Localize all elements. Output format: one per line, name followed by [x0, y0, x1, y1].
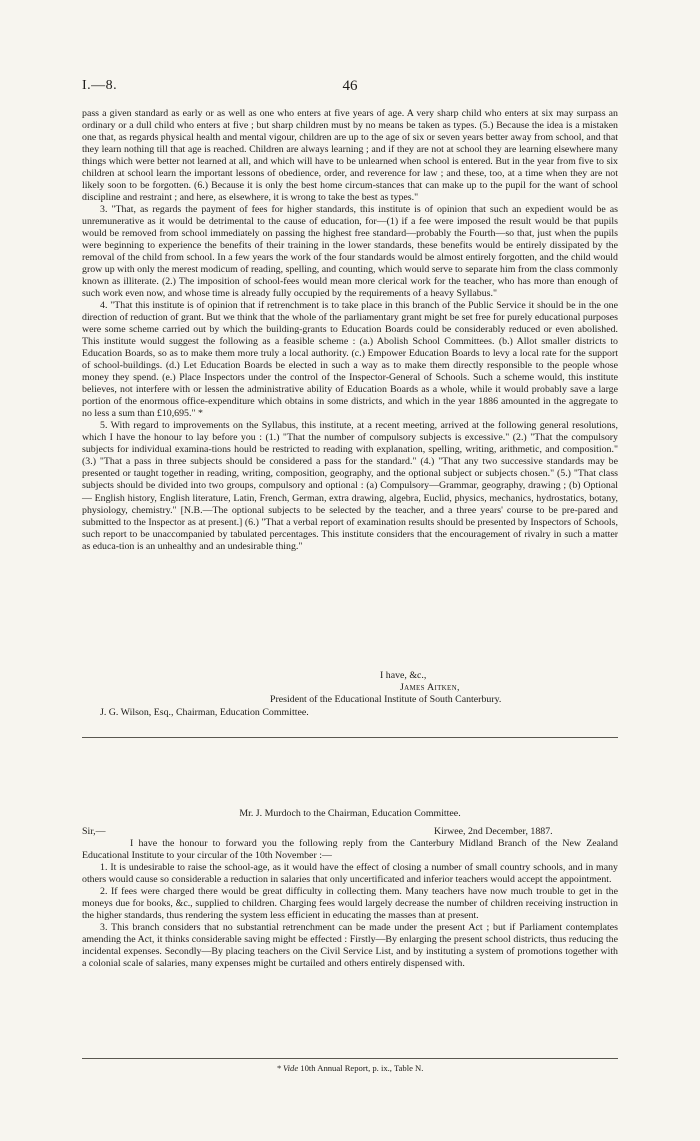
letter-one-paragraph-3: 3. "That, as regards the payment of fees for higher standards, this institute is of opinion that such an expedient would be as unremunerative as it would be detrimental to the cause of education, for—(1) if a fee were imposed the result would be that pupils would be removed from school immediately on passing the highest free standard—probably the Fourth—so that, just when the pupils were beginning to experience the benefits of their training in the lower standards, these benefits would be entirely dissipated by the removal of the child from school. In a few years the work of the four standards would be almost entirely forgotten, and the child would grow up with only the merest modicum of reading, spelling, and counting, which would serve to separate him from the class commonly known as illiterate. (2.) The imposition of school-fees would mean more clerical work for the teacher, who has more than enough of such work even now, and whose time is already fully occupied by the requirements of a heavy Syllabus." — [82, 204, 618, 300]
parliamentary-paper-reference: I.—8. — [82, 78, 118, 93]
closing-line: I have, &c., — [380, 670, 427, 681]
letter-two-heading: Mr. J. Murdoch to the Chairman, Education Committee. — [239, 808, 461, 819]
letter-two-point-2: 2. If fees were charged there would be great difficulty in collecting them. Many teachers have now much trouble to get in the moneys due for books, &c., supplied to children. Charging fees would largely decrease the number of children receiving instruction in the higher standards, thus rendering the system less efficient in educating the masses than at present. — [82, 886, 618, 922]
letter-two-point-3: 3. This branch considers that no substantial retrenchment can be made under the present Act ; but if Parliament contemplates amending the Act, it thinks considerable saving might be effected : Firstly—By enlarging the present school districts, thus reducing the incidental expenses. Secondly—By placing teachers on the Civil Service List, and by instituting a system of promotions together with a colonial scale of salaries, many expenses might be curtailed and others entirely dispensed with. — [82, 922, 618, 970]
page-header — [82, 78, 618, 96]
footnote — [0, 1063, 700, 1073]
place-and-date: Kirwee, 2nd December, 1887. — [434, 826, 553, 837]
signatory-name: James Aitken, — [400, 682, 460, 693]
letter-two-point-1: 1. It is undesirable to raise the school-age, as it would have the effect of closing a number of small country schools, and in many others would cause so considerable a reduction in salaries that only uncertificated and inferior teachers would accept the appointment. — [82, 862, 618, 886]
section-divider — [82, 737, 618, 738]
letter-one-paragraph-5: 5. With regard to improvements on the Syllabus, this institute, at a recent meeting, arrived at the following general resolutions, which I have the honour to lay before you : (1.) "That the number of compulsory subjects is excessive." (2.) "That the compulsory subjects for individual examina-tions hould be restricted to reading with explanation, spelling, writing, arithmetic, and composition." (3.) "That a pass in three subjects should be considered a pass for the standard." (4.) "That any two successive standards may be presented or taught together in reading, writing, composition, geography, and the optional subject or subjects chosen." (5.) "That class subjects should be divided into two groups, compulsory and optional : (a) Compulsory—Grammar, geography, drawing ; (b) Optional — English history, English literature, Latin, French, German, extra drawing, algebra, Euclid, physics, mechanics, hydrostatics, botany, physiology, chemistry." [N.B.—The optional subjects to be selected by the teacher, and a three years' course to be pre-pared and submitted to the Inspector as at present.] (6.) "That a verbal report of examination results should be presented by Inspectors of Schools, such report to be unaccompanied by tabulated percentages. This institute considers that the encouragement of rivalry in such a matter as educa-tion is an unhealthy and an undesirable thing." — [82, 420, 618, 552]
letter-one-paragraph-4: 4. "That this institute is of opinion that if retrenchment is to take place in this branch of the Public Service it should be in the one direction of reduction of grant. But we think that the whole of the parliamentary grant might be set free for purely educational purposes were some scheme carried out by which the building-grants to Education Boards could be considerably reduced or even abolished. This institute would suggest the following as a feasible scheme : (a.) Abolish School Committees. (b.) Allot smaller districts to Education Boards, so as to make them more truly a local authority. (c.) Empower Education Boards to levy a local rate for the support of school-buildings. (d.) Let Education Boards be elected in such a way as to make them directly responsible to the people whose money they spend. (e.) Place Inspectors under the control of the Inspector-General of Schools. Such a scheme would, this institute believes, not interfere with or lessen the administrative ability of Education Boards as a whole, while it would probably save a large portion of the enormous office-expenditure which obtains in some districts, and which in the year 1886 amounted in the aggregate to no less a sum than £10,695." * — [82, 300, 618, 420]
addressee-line: J. G. Wilson, Esq., Chairman, Education Committee. — [100, 707, 309, 718]
salutation: Sir,— — [82, 826, 106, 837]
letter-one-paragraph-continued: pass a given standard as early or as well as one who enters at five years of age. A very sharp child who enters at six may surpass an ordinary or a dull child who enters at five ; but sharp children must by no means be taken as types. (5.) Because the idea is a mistaken one that, as regards physical health and mental vigour, children are up to the age of six or seven years better away from school, and that they learn nothing till that age is reached. Children are always learning ; and if they are not at school they are learning elsewhere many things which were better not learned at all, and which will have to be unlearned when school is entered. But in the year from five to six children at school learn the important lessons of obedience, order, and reverence for law ; and these, too, at a time when they are not likely soon to be forgotten. (6.) Because it is only the best home circum-stances that can make up to the pupil for the want of school discipline and restraint ; and here, as elsewhere, it is wrong to take the best as types." — [82, 108, 618, 204]
footnote-divider — [82, 1058, 618, 1059]
page-number: 46 — [342, 78, 358, 94]
footnote-text: 10th Annual Report, p. ix., Table N. — [300, 1063, 424, 1073]
letter-one-body — [82, 108, 618, 553]
footnote-marker: * Vide — [276, 1063, 299, 1073]
letter-two-intro: I have the honour to forward you the following reply from the Canterbury Midland Branch of the New Zealand Educational Institute to your circular of the 10th November :— — [82, 838, 618, 862]
letter-two-body — [82, 838, 618, 970]
signatory-title: President of the Educational Institute of South Canterbury. — [270, 694, 502, 705]
